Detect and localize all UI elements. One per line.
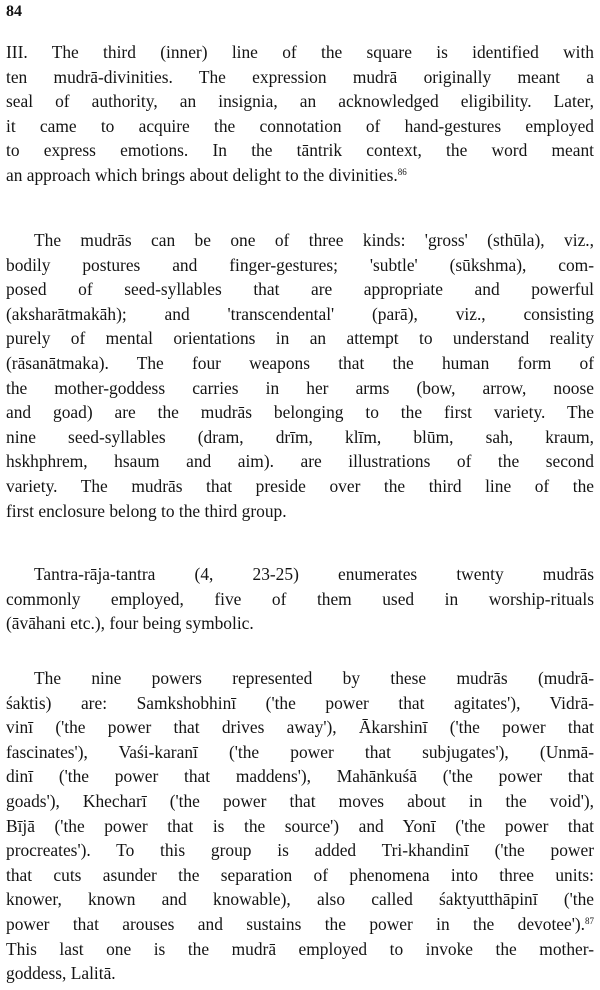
text-line: [6, 912, 594, 937]
paragraph-three-kinds: [6, 228, 594, 523]
text-line: This last one is the mudrā employed to invoke the mother-: [6, 938, 594, 959]
text-line: ten mudrā-divinities. The expression mudrā originally meant a: [6, 66, 594, 87]
text-line: it came to acquire the connotation of hand-gestures employed: [6, 115, 594, 136]
paragraph-mudra-divinities: [6, 40, 594, 188]
text-line: (aksharātmakāh); and 'transcendental' (parā), viz., consisting: [6, 303, 594, 324]
text-line: seal of authority, an insignia, an acknowledged eligibility. Later,: [6, 91, 594, 112]
paragraph-tantra-raja-tantra: [6, 562, 594, 636]
text-line: (āvāhani etc.), four being symbolic.: [6, 613, 254, 634]
text-line: [6, 163, 594, 188]
text-line: procreates'). To this group is added Tri-khandinī ('the power: [6, 840, 594, 861]
text-line: (rāsanātmaka). The four weapons that the human form of: [6, 352, 594, 373]
text-line: Bījā ('the power that is the source') and Yonī ('the power that: [6, 815, 594, 836]
text-line-content: power that arouses and sustains the power in the devotee').: [6, 913, 585, 934]
text-line: bodily postures and finger-gestures; 'subtle' (sūkshma), com-: [6, 254, 594, 275]
text-line: the mother-goddess carries in her arms (bow, arrow, noose: [6, 377, 594, 398]
text-line: The mudrās can be one of three kinds: 'gross' (sthūla), viz.,: [34, 230, 594, 250]
text-line: goddess, Lalitā.: [6, 963, 116, 984]
text-line: knower, known and knowable), also called śaktyutthāpinī ('the: [6, 889, 594, 910]
text-line: to express emotions. In the tāntrik context, the word meant: [6, 140, 594, 161]
page-number: 84: [6, 3, 22, 20]
text-line: Tantra-rāja-tantra (4, 23-25) enumerates twenty mudrās: [34, 564, 594, 584]
text-line: first enclosure belong to the third group.: [6, 500, 287, 521]
text-line: and goad) are the mudrās belonging to the first variety. The: [6, 402, 594, 423]
text-line: nine seed-syllables (dram, drīm, klīm, blūm, sah, kraum,: [6, 426, 594, 447]
footnote-marker: 87: [585, 915, 594, 926]
text-line: śaktis) are: Samkshobhinī ('the power that agitates'), Vidrā-: [6, 692, 594, 713]
paragraph-nine-powers: [6, 666, 594, 986]
text-line: commonly employed, five of them used in worship-rituals: [6, 588, 594, 609]
text-line: III. The third (inner) line of the square is identified with: [6, 42, 594, 62]
text-line: vinī ('the power that drives away'), Ākarshinī ('the power that: [6, 717, 594, 738]
text-line: posed of seed-syllables that are appropriate and powerful: [6, 279, 594, 300]
text-line: dinī ('the power that maddens'), Mahānkuśā ('the power that: [6, 766, 594, 787]
text-line: that cuts asunder the separation of phenomena into three units:: [6, 864, 594, 885]
text-line: The nine powers represented by these mudrās (mudrā-: [34, 668, 594, 688]
text-line: fascinates'), Vaśi-karanī ('the power that subjugates'), (Unmā-: [6, 741, 594, 762]
footnote-marker: 86: [397, 166, 407, 177]
text-line: hskhphrem, hsaum and aim). are illustrations of the second: [6, 451, 594, 472]
text-line: purely of mental orientations in an attempt to understand reality: [6, 328, 594, 349]
text-line: goads'), Khecharī ('the power that moves about in the void'),: [6, 790, 594, 811]
text-line: variety. The mudrās that preside over the third line of the: [6, 475, 594, 496]
text-line-content: an approach which brings about delight to the divinities.: [6, 164, 398, 185]
